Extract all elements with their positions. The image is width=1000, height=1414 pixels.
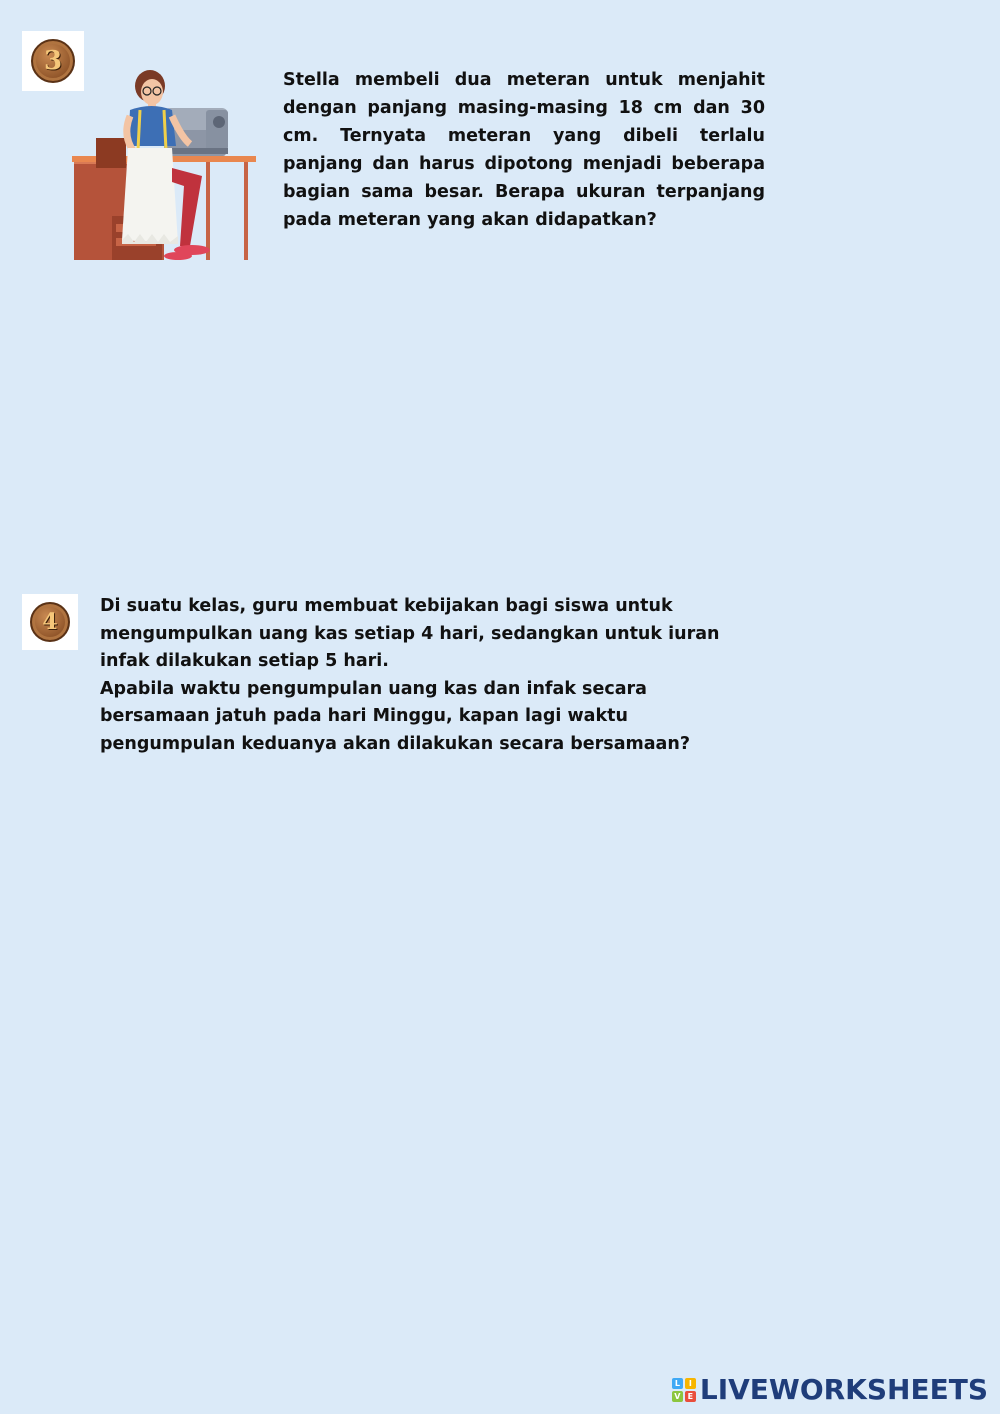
liveworksheets-logo-icon <box>672 1378 696 1402</box>
brand-name: LIVEWORKSHEETS <box>699 1373 988 1406</box>
question-3-text: Stella membeli dua meteran untuk menjahit dengan panjang masing-masing 18 cm dan 30 cm. Ternyata meteran yang dibeli terlalu panjang dan harus dipotong menjadi beberapa bagian sama besar. Berapa ukuran terpanjang pada meteran yang akan didapatkan? <box>283 70 765 230</box>
tailor-sewing-machine-icon <box>72 66 262 262</box>
number-medallion-icon <box>31 39 75 83</box>
question-4-paragraph-1: Di suatu kelas, guru membuat kebijakan bagi siswa untuk mengumpulkan uang kas setiap 4 hari, sedangkan untuk iuran infak dilakukan setiap 5 hari. <box>100 596 720 672</box>
question-4-number: 4 <box>42 609 58 635</box>
liveworksheets-logo[interactable] <box>672 1373 988 1406</box>
logo-letter-l: L <box>672 1378 683 1389</box>
logo-letter-e: E <box>685 1391 696 1402</box>
logo-letter-i: I <box>685 1378 696 1389</box>
question-3-number: 3 <box>43 46 63 76</box>
question-4-paragraph-2: Apabila waktu pengumpulan uang kas dan infak secara bersamaan jatuh pada hari Minggu, kapan lagi waktu pengumpulan keduanya akan dilakukan secara bersamaan? <box>100 678 690 754</box>
logo-letter-v: V <box>672 1391 683 1402</box>
question-4-badge <box>22 594 78 650</box>
number-medallion-icon <box>30 602 70 642</box>
question-4-text <box>100 593 740 759</box>
